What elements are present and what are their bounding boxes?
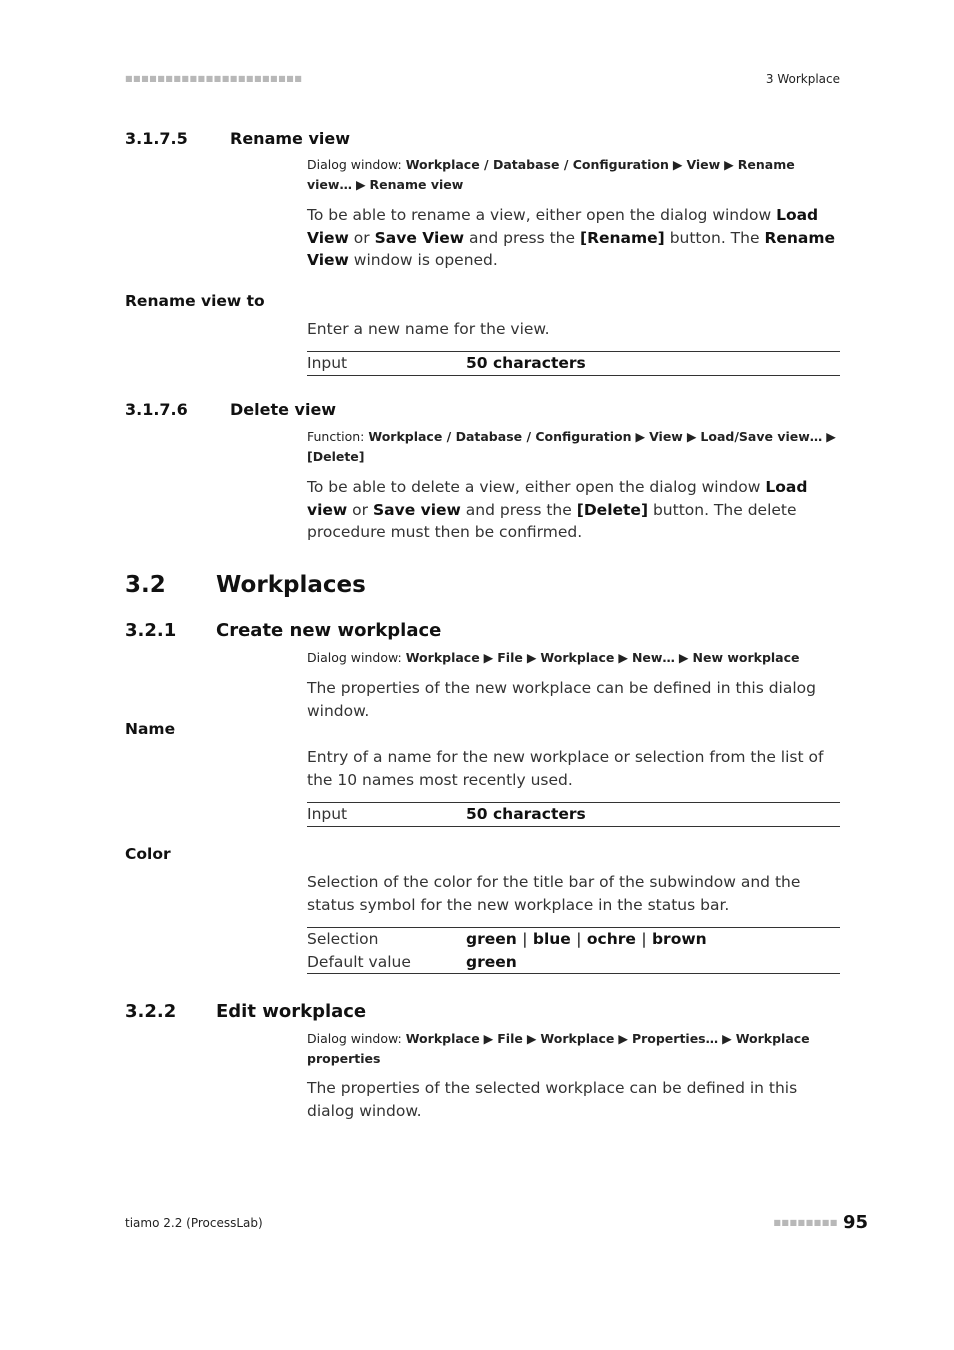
parameter-table-name [307,802,840,827]
table-row [307,803,840,827]
paragraph-rename-view: To be able to rename a view, either open the dialog window Load View or Save View and press the [Rename] button. The Rename View window is opened. [307,206,836,269]
table-key: Default value [307,952,411,971]
section-heading-3-2-1 [125,620,525,644]
section-title: Workplaces [216,572,366,598]
paragraph-delete-view: To be able to delete a view, either open the dialog window Load view or Save view and press the [Delete] button. The delete procedure must then be confirmed. [307,478,808,541]
parameter-description-name: Entry of a name for the new workplace or selection from the list of the 10 names most recently used. [307,748,824,789]
table-value: 50 characters [466,354,586,372]
table-key: Input [307,805,348,823]
table-value [466,928,840,951]
table-row [307,352,840,376]
option-ochre: ochre [586,930,636,948]
parameter-label-rename-view-to: Rename view to [125,292,265,310]
dialog-path-rename-view: Dialog window: Workplace / Database / Configuration ▶ View ▶ Rename view… ▶ Rename view [307,157,795,192]
table-key: Input [307,354,348,372]
section-number: 3.1.7.6 [125,400,188,419]
section-heading-3-1-7-5 [125,129,525,151]
section-number: 3.2 [125,572,166,598]
option-green: green [466,930,517,948]
parameter-label-color: Color [125,845,171,863]
section-number: 3.2.2 [125,1001,177,1022]
option-blue: blue [532,930,571,948]
table-value: green [466,952,517,971]
section-title: Delete view [230,400,337,419]
separator: | [522,930,528,948]
section-title: Rename view [230,129,350,148]
parameter-label-name: Name [125,720,176,738]
table-key: Selection [307,930,379,948]
parameter-description-rename-view-to: Enter a new name for the view. [307,320,550,338]
section-heading-3-1-7-6 [125,400,525,422]
chapter-heading-3-2 [125,572,525,602]
section-number: 3.1.7.5 [125,129,188,148]
dialog-path-edit-workplace: Dialog window: Workplace ▶ File ▶ Workplace ▶ Properties… ▶ Workplace properties [307,1031,810,1066]
option-brown: brown [651,930,707,948]
footer-page [773,1212,868,1233]
header-decoration: ■■■■■■■■■■■■■■■■■■■■■■ [125,74,303,83]
dialog-path-new-workplace: Dialog window: Workplace ▶ File ▶ Workplace ▶ New… ▶ New workplace [307,650,800,665]
function-path-delete-view: Function: Workplace / Database / Configuration ▶ View ▶ Load/Save view… ▶ [Delete] [307,429,836,464]
table-row [307,951,840,974]
parameter-description-color: Selection of the color for the title bar of the subwindow and the status symbol for the new workplace in the status bar. [307,873,801,914]
parameter-table-color [307,927,840,974]
page-number: 95 [842,1212,868,1233]
section-title: Create new workplace [216,620,442,641]
separator: | [641,930,647,948]
table-value: 50 characters [466,805,586,823]
running-header-chapter: 3 Workplace [765,72,840,86]
footer-decoration: ■■■■■■■■ [773,1218,838,1227]
separator: | [576,930,582,948]
parameter-table-rename-view-to [307,351,840,376]
paragraph-edit-workplace: The properties of the selected workplace can be defined in this dialog window. [307,1079,798,1120]
paragraph-new-workplace: The properties of the new workplace can be defined in this dialog window. [307,679,816,720]
section-title: Edit workplace [216,1001,367,1022]
section-heading-3-2-2 [125,1001,525,1025]
footer-product: tiamo 2.2 (ProcessLab) [125,1216,263,1230]
section-number: 3.2.1 [125,620,177,641]
table-row [307,928,840,951]
